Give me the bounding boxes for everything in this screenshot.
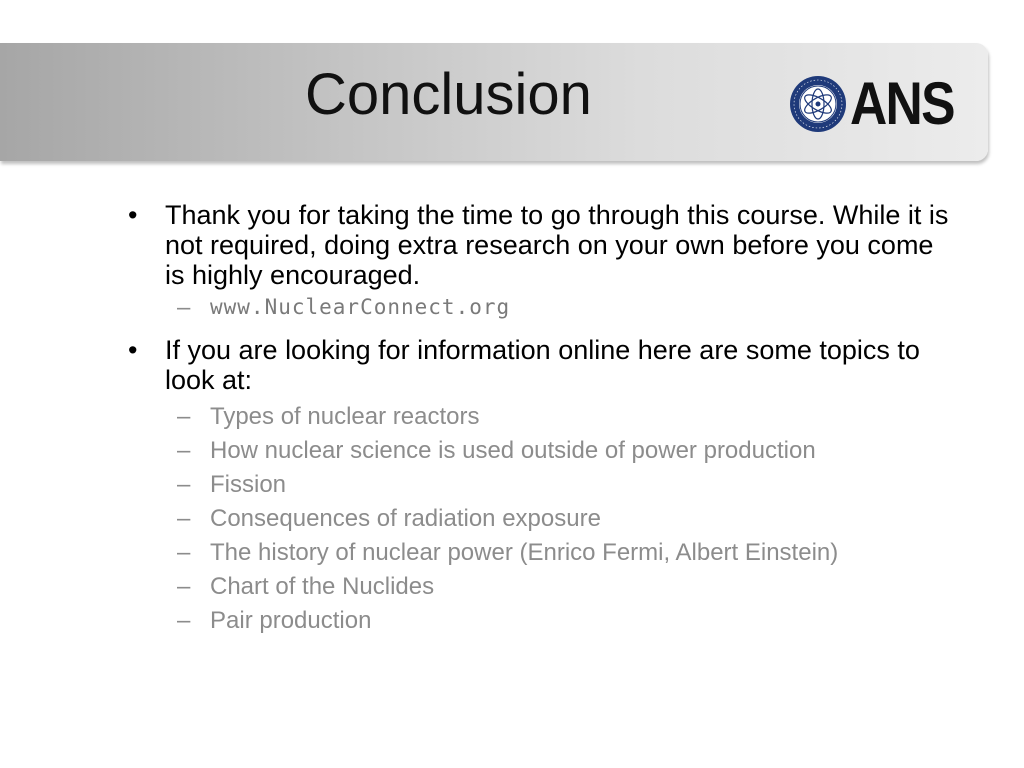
topic-text: Pair production (210, 607, 372, 634)
website-link[interactable]: www.NuclearConnect.org (210, 295, 511, 319)
bullet-dot: • (128, 200, 138, 230)
ans-seal-icon (788, 74, 848, 134)
topic-text: Chart of the Nuclides (210, 573, 435, 600)
sub-bullet-item (128, 505, 958, 532)
sub-bullet-dash: – (177, 403, 191, 430)
sub-bullet-item (128, 471, 958, 498)
sub-bullet-item (128, 403, 958, 430)
sub-bullet-dash: – (177, 573, 191, 600)
sub-bullet-dash: – (177, 607, 191, 634)
sub-bullet-dash: – (177, 539, 191, 566)
topic-text: The history of nuclear power (Enrico Fermi, Albert Einstein) (210, 539, 839, 566)
ans-logo-text: ANS (850, 70, 954, 137)
sub-bullet-dash: – (177, 471, 191, 498)
sub-bullet-item (128, 607, 958, 634)
topic-text: Consequences of radiation exposure (210, 505, 601, 532)
topic-list (128, 403, 958, 634)
bullet-item (128, 200, 958, 290)
bullet-text: If you are looking for information online here are some topics to look at: (165, 335, 920, 395)
topic-text: Types of nuclear reactors (210, 403, 480, 430)
sub-bullet-dash: – (177, 437, 191, 464)
bullet-dot: • (128, 335, 138, 365)
sub-bullet-item (128, 294, 958, 321)
sub-bullet-dash: – (177, 294, 191, 321)
bullet-content (128, 200, 958, 641)
bullet-text: Thank you for taking the time to go through this course. While it is not required, doing extra research on your own before you come is highly encouraged. (165, 200, 949, 290)
ans-logo (788, 72, 971, 136)
bullet-item (128, 335, 958, 395)
sub-bullet-dash: – (177, 505, 191, 532)
sub-bullet-item (128, 573, 958, 600)
slide-title: Conclusion (305, 62, 592, 127)
topic-text: How nuclear science is used outside of power production (210, 437, 816, 464)
topic-text: Fission (210, 471, 287, 498)
sub-bullet-item (128, 539, 958, 566)
sub-bullet-item (128, 437, 958, 464)
